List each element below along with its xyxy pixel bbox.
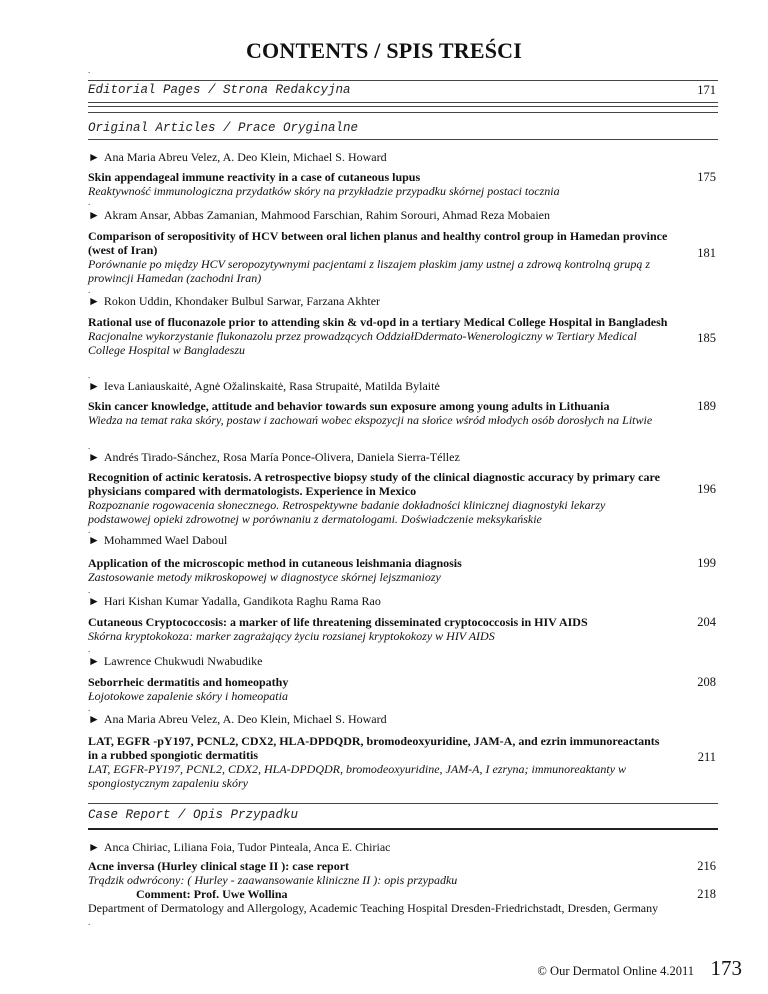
article-entry xyxy=(88,470,668,526)
article-title-pl: Wiedza na temat raka skóry, postaw i zachowań wobec ekspozycji na słońce wśród młodych osób dorosłych na Litwie xyxy=(88,413,653,427)
dot-separator: . xyxy=(88,285,91,295)
footer-copyright: © Our Dermatol Online 4.2011 xyxy=(537,964,694,978)
article-title-en: Cutaneous Cryptococcosis: a marker of life threatening disseminated cryptococcosis in HIV AIDS xyxy=(88,615,588,629)
article-title-en: Skin cancer knowledge, attitude and behavior towards sun exposure among young adults in Lithuania xyxy=(88,399,610,413)
article-title-en: Rational use of fluconazole prior to attending skin & vd-opd in a tertiary Medical College Hospital in Bangladesh xyxy=(88,315,668,329)
article-page-number: 181 xyxy=(697,246,716,260)
article-authors: ► Lawrence Chukwudi Nwabudike xyxy=(88,654,263,668)
article-title-en: LAT, EGFR -pY197, PCNL2, CDX2, HLA-DPDQDR, bromodeoxyuridine, JAM-A, and ezrin immunoreactants in a rubbed spongiotic dermatitis xyxy=(88,734,660,762)
article-entry xyxy=(88,170,668,198)
editorial-page-number: 171 xyxy=(697,83,716,97)
article-title-en: Skin appendageal immune reactivity in a case of cutaneous lupus xyxy=(88,170,421,184)
article-title-pl: Łojotokowe zapalenie skóry i homeopatia xyxy=(88,689,288,703)
article-page-number: 175 xyxy=(697,170,716,184)
article-title-pl: Rozpoznanie rogowacenia słonecznego. Retrospektywne badanie dokładności klinicznej diagnostyki lekarzy podstawowej opieki zdrowotnej w porównaniu z dermatologami. Doświadczenie meksykańskie xyxy=(88,498,606,526)
arrow-icon: ► xyxy=(88,379,100,393)
divider xyxy=(88,803,718,804)
case-comment: Comment: Prof. Uwe Wollina xyxy=(136,887,288,901)
divider xyxy=(88,112,718,113)
article-entry xyxy=(88,615,668,643)
article-page-number: 208 xyxy=(697,675,716,689)
article-page-number: 196 xyxy=(697,482,716,496)
article-entry xyxy=(88,315,668,357)
dot-separator: . xyxy=(88,585,91,595)
article-entry xyxy=(88,399,668,427)
article-authors: ► Mohammed Wael Daboul xyxy=(88,533,228,547)
case-title-en: Acne inversa (Hurley clinical stage II ): case report xyxy=(88,859,350,873)
divider xyxy=(88,106,718,107)
dot-separator: . xyxy=(88,197,91,207)
divider xyxy=(88,80,718,81)
divider xyxy=(88,828,718,830)
dot-separator: . xyxy=(88,917,91,927)
arrow-icon: ► xyxy=(88,533,100,547)
divider xyxy=(88,139,718,140)
arrow-icon: ► xyxy=(88,654,100,668)
divider xyxy=(88,102,718,103)
arrow-icon: ► xyxy=(88,712,100,726)
arrow-icon: ► xyxy=(88,208,100,222)
article-authors: ► Andrés Tirado-Sánchez, Rosa María Ponce-Olivera, Daniela Sierra-Téllez xyxy=(88,450,460,464)
article-entry xyxy=(88,675,668,703)
article-title-pl: Racjonalne wykorzystanie flukonazolu przez prowadzących OddziałDdermato-Wenerologiczny w Tertiary Medical College Hospital w Bangladeszu xyxy=(88,329,637,357)
article-title-pl: Reaktywność immunologiczna przydatków skóry na przykładzie przypadku skórnej postaci tocznia xyxy=(88,184,560,198)
case-authors: ► Anca Chiriac, Liliana Foia, Tudor Pinteala, Anca E. Chiriac xyxy=(88,840,391,854)
original-section-title: Original Articles / Prace Oryginalne xyxy=(88,121,359,135)
dot-separator: . xyxy=(88,370,91,380)
article-title-pl: Porównanie po między HCV seropozytywnymi pacjentami z liszajem płaskim jamy ustnej a zdrową kontrolną grupą z prowincji Hamedan (zachodni Iran) xyxy=(88,257,651,285)
article-authors: ► Hari Kishan Kumar Yadalla, Gandikota Raghu Rama Rao xyxy=(88,594,381,608)
dot-separator: . xyxy=(88,441,91,451)
arrow-icon: ► xyxy=(88,594,100,608)
case-page-number: 216 xyxy=(697,859,716,873)
article-page-number: 185 xyxy=(697,331,716,345)
article-entry xyxy=(88,229,668,285)
case-title-pl: Trądzik odwrócony: ( Hurley - zaawansowanie kliniczne II ): opis przypadku xyxy=(88,873,458,887)
article-title-en: Seborrheic dermatitis and homeopathy xyxy=(88,675,289,689)
arrow-icon: ► xyxy=(88,150,100,164)
arrow-icon: ► xyxy=(88,450,100,464)
case-section-title: Case Report / Opis Przypadku xyxy=(88,808,299,822)
article-authors: ► Akram Ansar, Abbas Zamanian, Mahmood Farschian, Rahim Sorouri, Ahmad Reza Mobaien xyxy=(88,208,550,222)
article-authors: ► Rokon Uddin, Khondaker Bulbul Sarwar, Farzana Akhter xyxy=(88,294,381,308)
article-authors: ► Ana Maria Abreu Velez, A. Deo Klein, Michael S. Howard xyxy=(88,150,387,164)
arrow-icon: ► xyxy=(88,840,100,854)
article-title-pl: LAT, EGFR-PY197, PCNL2, CDX2, HLA-DPDQDR, bromodeoxyuridine, JAM-A, I ezryna; immunoreaktanty w spongiostycznym zapaleniu skóry xyxy=(88,762,627,790)
arrow-icon: ► xyxy=(88,294,100,308)
article-title-en: Recognition of actinic keratosis. A retrospective biopsy study of the clinical diagnostic accuracy by primary care physicians compared with dermatologists. Experience in Mexico xyxy=(88,470,660,498)
article-title-en: Comparison of seropositivity of HCV between oral lichen planus and healthy control group in Hamedan province (west of Iran) xyxy=(88,229,668,257)
comment-page-number: 218 xyxy=(697,887,716,901)
dot-separator: . xyxy=(88,525,91,535)
article-entry xyxy=(88,556,668,584)
article-page-number: 189 xyxy=(697,399,716,413)
article-page-number: 199 xyxy=(697,556,716,570)
editorial-section-title: Editorial Pages / Strona Redakcyjna xyxy=(88,83,351,97)
article-page-number: 211 xyxy=(697,750,716,764)
page-number: 173 xyxy=(710,956,742,980)
article-page-number: 204 xyxy=(697,615,716,629)
dot-separator: . xyxy=(88,644,91,654)
article-title-pl: Skórna kryptokokoza: marker zagrażający życiu rozsianej kryptokokozy w HIV AIDS xyxy=(88,629,495,643)
dot-separator: . xyxy=(88,703,91,713)
article-title-pl: Zastosowanie metody mikroskopowej w diagnostyce skórnej lejszmaniozy xyxy=(88,570,441,584)
dot-separator: . xyxy=(88,65,91,75)
article-authors: ► Ieva Laniauskaitė, Agnė Ožalinskaitė, Rasa Strupaitė, Matilda Bylaitė xyxy=(88,379,440,393)
page-title: CONTENTS / SPIS TREŚCI xyxy=(245,38,523,63)
article-entry xyxy=(88,734,668,790)
case-affiliation: Department of Dermatology and Allergology, Academic Teaching Hospital Dresden-Friedrichstadt, Dresden, Germany xyxy=(88,901,659,915)
article-title-en: Application of the microscopic method in cutaneous leishmania diagnosis xyxy=(88,556,462,570)
case-entry xyxy=(88,859,718,915)
article-authors: ► Ana Maria Abreu Velez, A. Deo Klein, Michael S. Howard xyxy=(88,712,387,726)
